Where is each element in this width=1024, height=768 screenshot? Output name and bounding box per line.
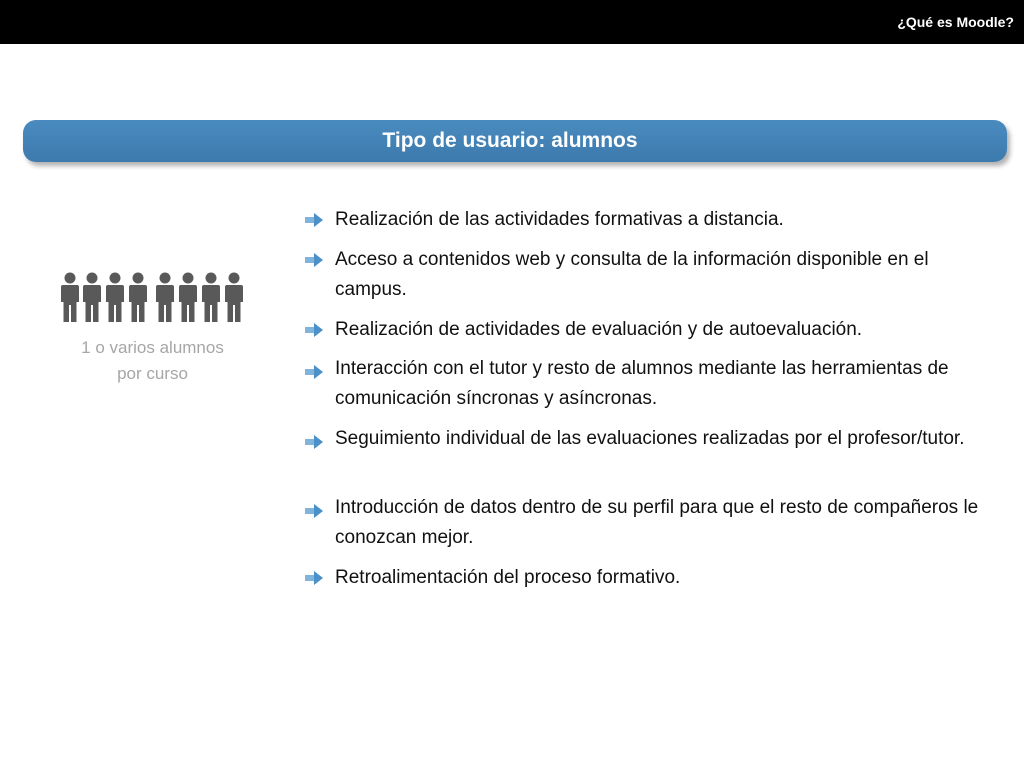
header-title: ¿Qué es Moodle? xyxy=(897,14,1014,30)
bullet-text: Realización de actividades de evaluación y de autoevaluación. xyxy=(335,319,863,340)
person-icon xyxy=(155,272,175,324)
arrow-bullet-icon xyxy=(305,253,323,267)
arrow-bullet-icon xyxy=(305,213,323,227)
person-icon xyxy=(128,272,148,324)
bullet-text: Acceso a contenidos web y consulta de la información disponible en el campus. xyxy=(335,249,929,300)
bullet-text: Seguimiento individual de las evaluaciones realizadas por el profesor/tutor. xyxy=(335,428,965,449)
arrow-bullet-icon xyxy=(305,365,323,379)
arrow-bullet-icon xyxy=(305,504,323,518)
top-bar xyxy=(0,0,1024,44)
people-group-icon xyxy=(60,272,246,324)
person-icon xyxy=(178,272,198,324)
arrow-bullet-icon xyxy=(305,323,323,337)
bullet-text: Retroalimentación del proceso formativo. xyxy=(335,567,681,588)
person-icon xyxy=(105,272,125,324)
person-icon xyxy=(224,272,244,324)
banner-title: Tipo de usuario: alumnos xyxy=(382,129,638,152)
arrow-bullet-icon xyxy=(305,571,323,585)
arrow-bullet-icon xyxy=(305,435,323,449)
bullet-text: Introducción de datos dentro de su perfil para que el resto de compañeros le conozcan mejor. xyxy=(335,497,979,548)
person-icon xyxy=(82,272,102,324)
bullet-text: Interacción con el tutor y resto de alumnos mediante las herramientas de comunicación síncronas y asíncronas. xyxy=(335,358,949,409)
students-caption: 1 o varios alumnos por curso xyxy=(81,338,224,383)
bullet-text: Realización de las actividades formativas a distancia. xyxy=(335,209,784,230)
person-icon xyxy=(60,272,80,324)
section-banner xyxy=(23,120,1007,162)
person-icon xyxy=(201,272,221,324)
